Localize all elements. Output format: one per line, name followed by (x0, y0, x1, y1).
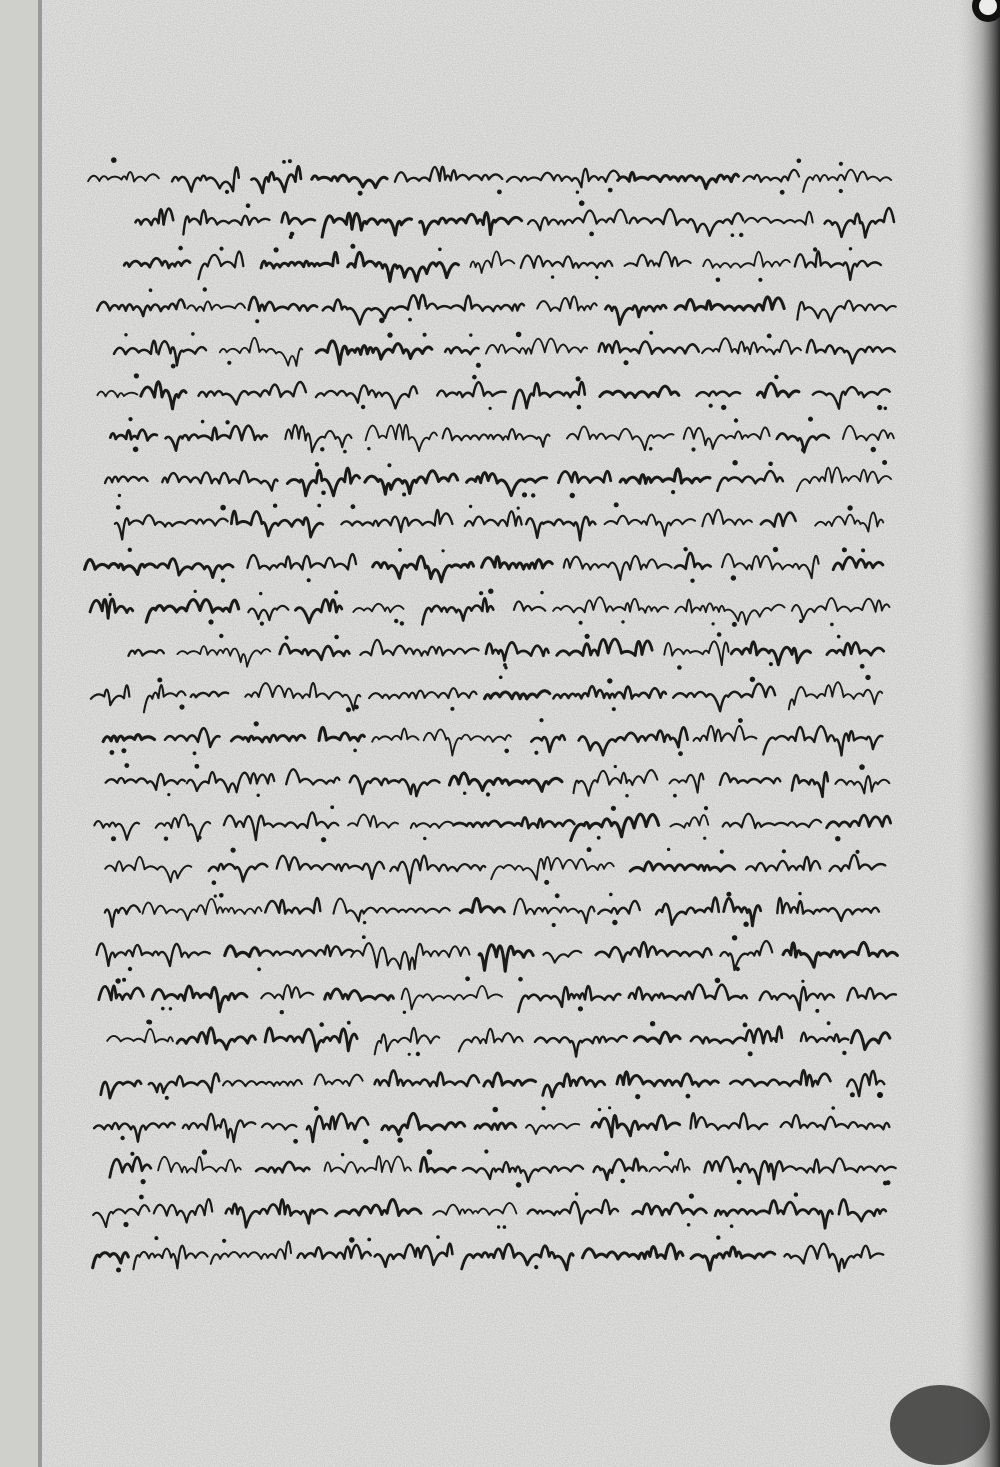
ink-dot-mark (130, 1152, 134, 1156)
ink-dot-mark (463, 792, 466, 795)
ink-dot-mark (598, 1108, 601, 1111)
ink-dot-mark (518, 977, 523, 982)
ink-dot-mark (801, 980, 804, 983)
ink-dot-mark (334, 635, 339, 640)
ink-dot-mark (408, 1053, 411, 1056)
ink-dot-mark (664, 1151, 669, 1156)
ink-dot-mark (855, 850, 859, 854)
ink-dot-mark (709, 404, 713, 408)
ink-dot-mark (750, 677, 755, 682)
ink-dot-mark (690, 579, 694, 583)
ink-dot-mark (488, 589, 493, 594)
ink-dot-mark (161, 1007, 165, 1011)
ink-dot-mark (116, 1268, 121, 1273)
ink-dot-mark (886, 1180, 891, 1185)
ink-dot-mark (387, 463, 391, 467)
ink-dot-mark (743, 1023, 748, 1028)
ink-dot-mark (730, 1224, 734, 1228)
ink-dot-mark (367, 447, 370, 450)
ink-dot-mark (732, 935, 737, 940)
ink-dot-mark (739, 233, 743, 237)
ink-dot-mark (225, 420, 229, 424)
ink-dot-mark (489, 407, 492, 410)
ink-dot-mark (116, 505, 121, 510)
ink-dot-mark (539, 718, 543, 722)
ink-dot-mark (121, 748, 126, 753)
ink-dot-mark (552, 923, 556, 927)
ink-dot-mark (704, 806, 708, 810)
ink-dot-mark (469, 505, 472, 508)
ink-dot-mark (257, 967, 261, 971)
ink-dot-mark (273, 504, 277, 508)
ink-dot-mark (221, 578, 225, 582)
ink-dot-mark (465, 976, 470, 981)
ink-dot-mark (717, 632, 722, 637)
ink-dot-mark (614, 502, 619, 507)
ink-dot-mark (799, 619, 803, 623)
ink-dot-mark (837, 635, 841, 639)
ink-dot-mark (169, 1007, 172, 1010)
ink-dot-mark (813, 247, 817, 251)
ink-dot-mark (542, 1106, 546, 1110)
ink-dot-mark (732, 460, 737, 465)
ink-dot-mark (865, 675, 870, 680)
ink-dot-mark (191, 332, 195, 336)
ink-dot-mark (349, 1237, 355, 1243)
ink-dot-mark (334, 590, 338, 594)
ink-dot-mark (608, 1106, 611, 1109)
ink-dot-mark (128, 548, 132, 552)
ink-dot-mark (768, 462, 773, 467)
ink-dot-mark (394, 619, 398, 623)
ink-dot-mark (726, 892, 731, 897)
ink-dot-mark (842, 1051, 846, 1055)
ink-dot-mark (497, 190, 502, 195)
ink-dot-mark (871, 447, 876, 452)
ink-dot-mark (551, 275, 554, 278)
ink-dot-mark (193, 751, 197, 755)
ink-dot-mark (877, 405, 882, 410)
ink-dot-mark (282, 160, 286, 164)
ink-dot-mark (667, 848, 670, 851)
ink-dot-mark (214, 895, 217, 898)
ink-dot-mark (607, 678, 612, 683)
left-binding-edge (0, 0, 42, 1467)
ink-dot-mark (146, 1020, 151, 1025)
ink-dot-mark (595, 276, 598, 279)
ink-dot-mark (503, 663, 507, 667)
ink-dot-mark (767, 334, 772, 339)
ink-dot-mark (579, 621, 583, 625)
ink-dot-mark (320, 447, 324, 451)
ink-dot-mark (849, 247, 852, 250)
ink-dot-mark (597, 836, 601, 840)
ink-dot-mark (686, 1094, 691, 1099)
ink-dot-mark (387, 332, 392, 337)
ink-dot-mark (416, 1052, 420, 1056)
ink-dot-mark (748, 1051, 753, 1056)
ink-dot-mark (354, 705, 359, 710)
ink-dot-mark (609, 893, 613, 897)
ink-dot-mark (649, 447, 653, 451)
thumb-stain (890, 1385, 990, 1465)
ink-dot-mark (201, 420, 205, 424)
ink-dot-mark (353, 749, 357, 753)
ink-dot-mark (330, 805, 334, 809)
ink-dot-mark (589, 232, 594, 237)
ink-dot-mark (436, 1235, 440, 1239)
ink-dot-mark (358, 191, 363, 196)
ink-dot-mark (516, 332, 522, 338)
ink-dot-mark (499, 676, 503, 680)
ink-dot-mark (219, 893, 224, 898)
ink-dot-mark (219, 634, 223, 638)
ink-dot-mark (472, 375, 477, 380)
ink-dot-mark (614, 765, 617, 768)
ink-dot-mark (782, 849, 786, 853)
ink-dot-mark (847, 505, 852, 510)
ink-dot-mark (503, 1225, 507, 1229)
ink-dot-mark (423, 837, 426, 840)
ink-dot-mark (577, 405, 582, 410)
ink-dot-mark (290, 232, 295, 237)
ink-dot-mark (203, 287, 207, 291)
ink-dot-mark (738, 718, 743, 723)
ink-dot-mark (347, 1021, 351, 1025)
ink-dot (877, 1092, 883, 1098)
ink-dot-mark (363, 1139, 368, 1144)
ink-dot-mark (343, 450, 347, 454)
ink-dot-mark (254, 721, 259, 726)
right-page-edge (955, 0, 1000, 1467)
ink-dot-mark (307, 578, 311, 582)
ink-dot-mark (703, 837, 706, 840)
ink-dot-mark (608, 188, 613, 193)
ink-dot-mark (486, 792, 490, 796)
ink-dot-mark (202, 1149, 207, 1154)
ink-dot-mark (346, 707, 351, 712)
ink-dot-mark (732, 622, 737, 627)
ink-dot-mark (197, 836, 201, 840)
ink-dot-mark (677, 665, 682, 670)
ink-dot-mark (689, 1194, 694, 1199)
ink-dot-mark (128, 967, 132, 971)
ink-dot-mark (165, 1096, 169, 1100)
ink-dot-mark (691, 447, 695, 451)
ink-dot-mark (255, 319, 259, 323)
ink-dot-mark (167, 793, 170, 796)
ink-dot-mark (743, 922, 748, 927)
ink-dot-mark (423, 333, 427, 337)
ink-dot-mark (585, 634, 590, 639)
ink-dot-mark (397, 1137, 402, 1142)
ink-dot-mark (774, 375, 778, 379)
ink-dot-mark (578, 1006, 583, 1011)
ink-dot-mark (522, 492, 527, 497)
ink-dot-mark (570, 493, 575, 498)
ink-dot-mark (361, 405, 365, 409)
ink-dot-mark (450, 707, 454, 711)
ink-dot-mark (842, 547, 847, 552)
ink-dot-mark (139, 1195, 144, 1200)
ink-dot-mark (288, 159, 292, 163)
ink-dot-mark (400, 621, 404, 625)
ink-dot-mark (801, 448, 805, 452)
ink-dot-mark (118, 494, 121, 497)
ink-dot-mark (731, 575, 736, 580)
ink-dot-mark (427, 1149, 433, 1155)
ink-dot-mark (128, 417, 132, 421)
ink-dot-mark (576, 376, 581, 381)
ink-dot-mark (555, 893, 560, 898)
ink-dot-mark (579, 200, 585, 206)
ink-dot-mark (110, 750, 115, 755)
ink-dot-mark (612, 920, 617, 925)
ink-dot-mark (442, 549, 445, 552)
ink-dot-mark (476, 363, 481, 368)
ink-dot-mark (815, 1009, 819, 1013)
ink-dot-mark (758, 278, 762, 282)
ink-dot-mark (780, 190, 785, 195)
ink-dot-mark (635, 1094, 640, 1099)
ink-dot-mark (195, 764, 200, 769)
ink-dot-mark (587, 847, 592, 852)
ink-dot-mark (835, 836, 840, 841)
ink-dot-mark (124, 333, 127, 336)
ink-dot-mark (317, 504, 321, 508)
ink-dot-mark (351, 504, 356, 509)
ink-dot-mark (625, 794, 628, 797)
ink-dot-mark (259, 592, 262, 595)
ink-dot-mark (402, 493, 406, 497)
ink-dot-mark (260, 622, 264, 626)
ink-dot-mark (122, 978, 126, 982)
ink-dot-mark (157, 678, 162, 683)
ink-dot-mark (227, 361, 231, 365)
ink-dot-mark (123, 1222, 128, 1227)
ink-dot-mark (321, 837, 326, 842)
ink-dot-mark (808, 417, 813, 422)
ink-dot-mark (398, 548, 402, 552)
ink-dot-mark (178, 246, 183, 251)
ink-dot-mark (612, 707, 616, 711)
ink-dot-mark (133, 447, 139, 453)
ink-dot-mark (794, 1192, 798, 1196)
ink-dot-mark (220, 505, 226, 511)
ink-dot-mark (830, 623, 834, 627)
ink-dot-mark (671, 490, 675, 494)
ink-dot-mark (731, 233, 735, 237)
ink-dot-mark (321, 491, 326, 496)
ink-dot-mark (362, 935, 366, 939)
ink-dot-mark (154, 1236, 158, 1240)
ink-dot-mark (293, 1139, 298, 1144)
ink-dot-mark (438, 248, 442, 252)
ink-dot-mark (493, 1107, 499, 1113)
ink-dot-mark (734, 418, 738, 422)
ink-dot-mark (231, 848, 236, 853)
ink-dot-mark (831, 1106, 835, 1110)
ink-dot-mark (367, 1238, 371, 1242)
ink-dot-mark (111, 157, 117, 163)
ink-dot-mark (576, 191, 579, 194)
ink-dot-mark (115, 978, 120, 983)
ink-dot-mark (363, 921, 366, 924)
ink-dot-mark (141, 1179, 146, 1184)
ink-dot-mark (319, 1022, 324, 1027)
ink-dot-mark (649, 331, 653, 335)
ink-dot-mark (773, 547, 778, 552)
ink-dot-mark (225, 190, 229, 194)
ink-dot-mark (882, 460, 887, 465)
ink-dot-mark (109, 593, 112, 596)
ink-dot-mark (111, 836, 116, 841)
ink-dot-mark (650, 1021, 655, 1026)
ink-dot-mark (164, 837, 168, 841)
ink-dot-mark (120, 1136, 124, 1140)
ink-dot-mark (716, 278, 721, 283)
ink-dot-mark (497, 1225, 500, 1228)
ink-dot-mark (715, 978, 721, 984)
ink-dot-mark (683, 547, 687, 551)
ink-dot-mark (504, 749, 509, 754)
ink-dot-mark (687, 1223, 691, 1227)
ink-dot-mark (516, 1182, 522, 1188)
ink-dot-mark (797, 159, 802, 164)
ink-dot-mark (737, 1180, 742, 1185)
ink-dot-mark (280, 1010, 284, 1014)
ink-dot-mark (171, 364, 176, 369)
ink-dot-mark (860, 664, 865, 669)
ink-dot-mark (736, 967, 740, 971)
ink-dot-mark (827, 1021, 831, 1025)
ink-dot-mark (124, 763, 129, 768)
ink-dot-mark (134, 373, 139, 378)
ink-dot-mark (314, 1106, 319, 1111)
ink-dot-mark (350, 244, 355, 249)
ink-dot-mark (484, 1149, 488, 1153)
ink-dot-mark (540, 591, 543, 594)
ink-dot-mark (149, 288, 153, 292)
ink-dot-mark (859, 764, 865, 770)
ink-dot-mark (720, 850, 724, 854)
ink-dot-mark (678, 751, 683, 756)
ink-dot-mark (611, 806, 616, 811)
ink-dot-mark (194, 590, 197, 593)
ink-dot-mark (798, 892, 801, 895)
ink-dot-mark (219, 247, 223, 251)
ink-dot-mark (544, 880, 549, 885)
ink-dot-mark (408, 318, 412, 322)
ink-dot-mark (208, 619, 213, 624)
ink-dot-mark (341, 1153, 344, 1156)
ink-dot-mark (620, 1179, 625, 1184)
ink-dot-mark (469, 333, 472, 336)
ink-dot-mark (624, 360, 629, 365)
ink-dot-mark (534, 1265, 538, 1269)
ink-dot-mark (479, 591, 483, 595)
ink-dot-mark (721, 405, 726, 410)
ink-dot-mark (403, 1011, 406, 1014)
ink-dot-mark (716, 1235, 720, 1239)
ink-dot-mark (769, 662, 773, 666)
ink-dot-mark (379, 318, 385, 324)
ink-dot-mark (575, 1192, 578, 1195)
ink-dot-mark (673, 794, 677, 798)
ink-dot-mark (839, 162, 843, 166)
ink-dot-mark (212, 880, 217, 885)
ink-dot-mark (531, 493, 535, 497)
ink-dot-mark (274, 247, 279, 252)
ink-dot-mark (246, 203, 251, 208)
ink-dot-mark (315, 462, 319, 466)
ink-dot-mark (222, 1239, 226, 1243)
ink-dot-mark (257, 794, 260, 797)
ink-dot-mark (285, 636, 289, 640)
ink-dot-mark (861, 548, 865, 552)
ink-dot-mark (884, 407, 888, 411)
ink-dot-mark (534, 751, 538, 755)
ink-dot-mark (517, 507, 520, 510)
ink-dot-mark (712, 622, 715, 625)
ink-dot-mark (839, 189, 843, 193)
ink-dot-mark (179, 704, 184, 709)
ink-dot-mark (621, 620, 624, 623)
ink-dot-mark (850, 1092, 855, 1097)
